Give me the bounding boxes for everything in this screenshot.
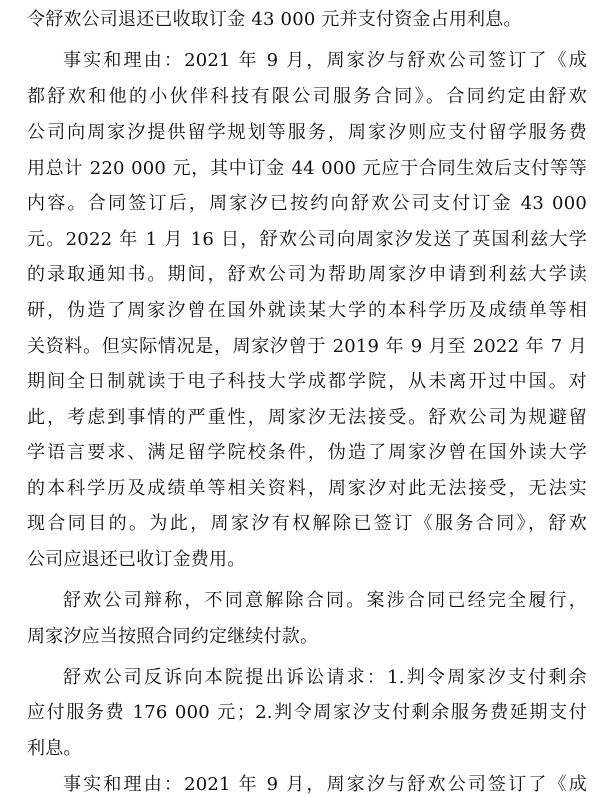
text-line-2: 事实和理由：2021 年 9 月，周家汐与舒欢公司签订了《成 bbox=[63, 50, 587, 71]
text-line-1: 令舒欢公司退还已收取订金 43 000 元并支付资金占用利息。 bbox=[27, 9, 522, 30]
text-line-11: 期间全日制就读于电子科技大学成都学院，从未离开过中国。对 bbox=[27, 371, 587, 392]
text-line-9: 研，伪造了周家汐曾在国外就读某大学的本科学历及成绩单等相 bbox=[27, 300, 587, 321]
text-line-8: 的录取通知书。期间，舒欢公司为帮助周家汐申请到利兹大学读 bbox=[27, 264, 587, 285]
text-line-15: 现合同目的。为此，周家汐有权解除已签订《服务合同》，舒欢 bbox=[27, 513, 587, 534]
text-line-17: 舒欢公司辩称，不同意解除合同。案涉合同已经完全履行， bbox=[63, 590, 587, 611]
text-line-3: 都舒欢和他的小伙伴科技有限公司服务合同》。合同约定由舒欢 bbox=[27, 86, 587, 107]
text-line-12: 此，考虑到事情的严重性，周家汐无法接受。舒欢公司为规避留 bbox=[27, 407, 587, 428]
text-line-20: 应付服务费 176 000 元；2.判令周家汐支付剩余服务费延期支付 bbox=[27, 702, 587, 723]
text-line-14: 的本科学历及成绩单等相关资料，周家汐对此无法接受，无法实 bbox=[27, 478, 587, 499]
text-line-6: 内容。合同签订后，周家汐已按约向舒欢公司支付订金 43 000 bbox=[27, 193, 587, 214]
text-line-16: 公司应退还已收订金费用。 bbox=[27, 549, 246, 570]
text-line-10: 关资料。但实际情况是，周家汐曾于 2019 年 9 月至 2022 年 7 月 bbox=[27, 336, 587, 357]
text-line-19: 舒欢公司反诉向本院提出诉讼请求：1.判令周家汐支付剩余 bbox=[63, 667, 587, 688]
text-line-5: 用总计 220 000 元，其中订金 44 000 元应于合同生效后支付等等 bbox=[27, 158, 587, 179]
text-line-4: 公司向周家汐提供留学规划等服务，周家汐则应支付留学服务费 bbox=[27, 122, 587, 143]
text-line-21: 利息。 bbox=[27, 738, 82, 759]
text-line-7: 元。2022 年 1 月 16 日，舒欢公司向周家汐发送了英国利兹大学 bbox=[27, 229, 587, 250]
text-line-18: 周家汐应当按照合同约定继续付款。 bbox=[27, 626, 319, 647]
text-line-22: 事实和理由：2021 年 9 月，周家汐与舒欢公司签订了《成 bbox=[63, 774, 587, 795]
text-line-13: 学语言要求、满足留学院校条件，伪造了周家汐曾在国外读大学 bbox=[27, 442, 587, 463]
